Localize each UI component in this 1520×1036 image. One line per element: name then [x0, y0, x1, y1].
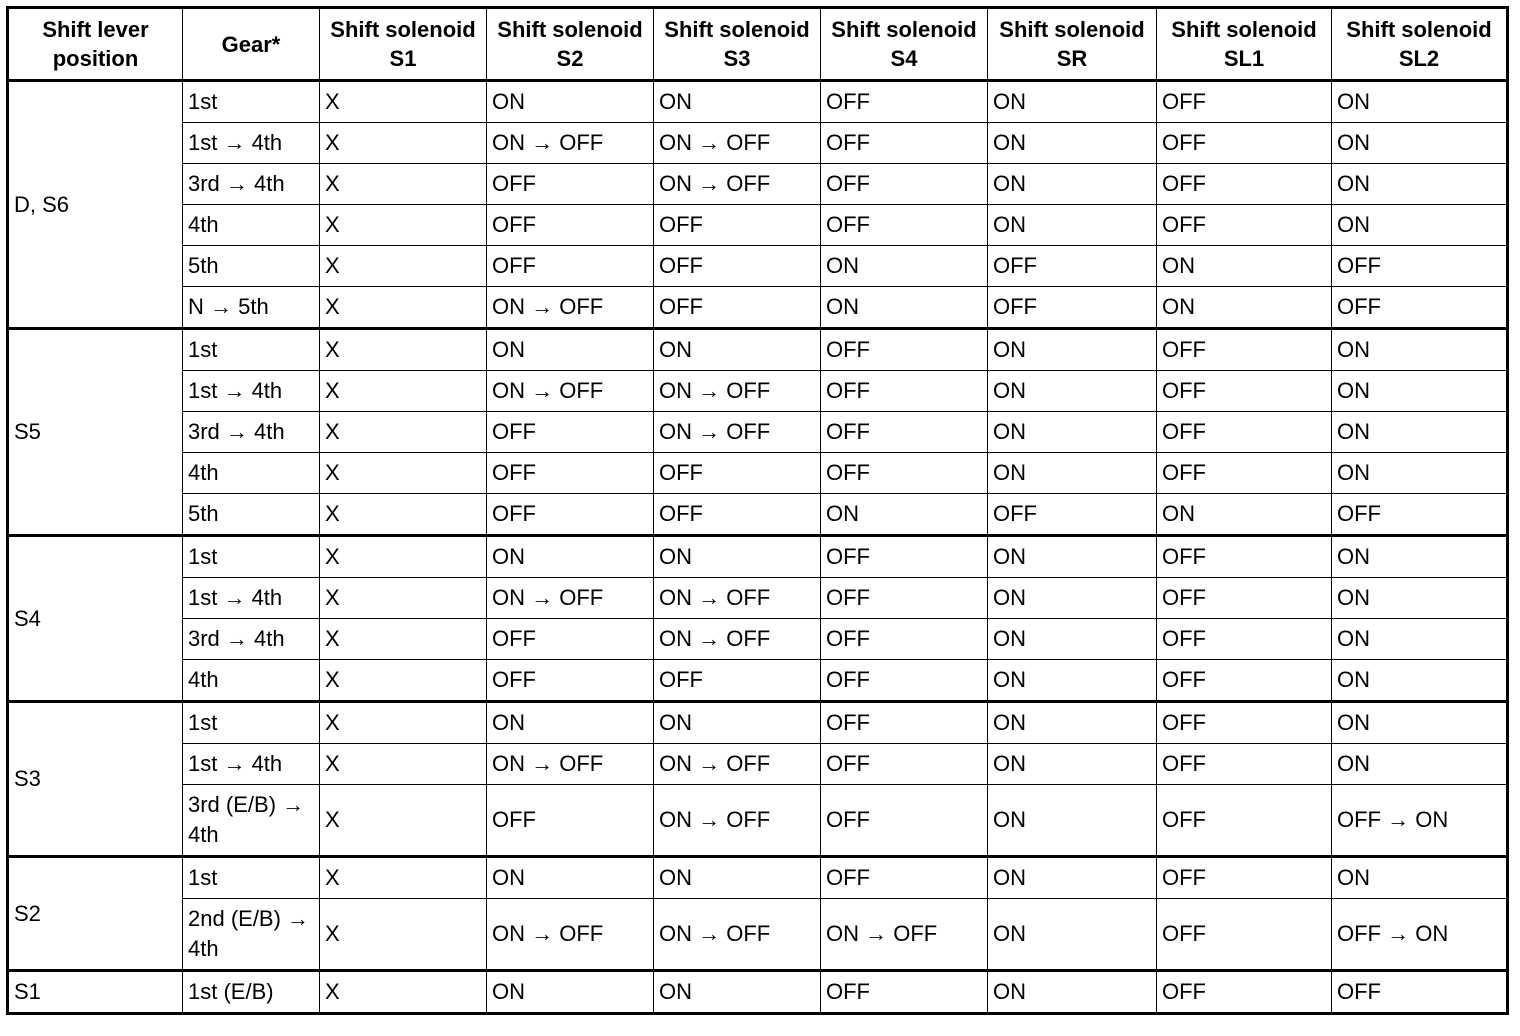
solenoid-sl2-cell: ON: [1332, 536, 1508, 578]
solenoid-sl1-cell: OFF: [1157, 123, 1332, 164]
solenoid-sr-cell: ON: [988, 412, 1157, 453]
solenoid-sl1-cell: OFF: [1157, 702, 1332, 744]
solenoid-sr-cell: ON: [988, 857, 1157, 899]
gear-cell: 1st → 4th: [183, 123, 320, 164]
solenoid-s1-cell: X: [320, 123, 487, 164]
header-shift-lever-position: Shift lever position: [8, 8, 183, 81]
header-solenoid-s4: Shift solenoid S4: [821, 8, 988, 81]
table-row: [8, 971, 1508, 1014]
solenoid-sr-cell: ON: [988, 329, 1157, 371]
gear-cell: 1st → 4th: [183, 578, 320, 619]
solenoid-s3-cell: ON: [654, 971, 821, 1014]
gear-cell: 1st → 4th: [183, 371, 320, 412]
solenoid-s3-cell: ON: [654, 329, 821, 371]
header-solenoid-sr: Shift solenoid SR: [988, 8, 1157, 81]
table-row: [8, 371, 1508, 412]
table-row: [8, 453, 1508, 494]
solenoid-s3-cell: ON → OFF: [654, 744, 821, 785]
solenoid-s4-cell: OFF: [821, 81, 988, 123]
solenoid-sl2-cell: OFF: [1332, 494, 1508, 536]
solenoid-s4-cell: OFF: [821, 744, 988, 785]
shift-lever-position-cell: S3: [8, 702, 183, 857]
gear-cell: 1st: [183, 329, 320, 371]
table-row: [8, 578, 1508, 619]
solenoid-s2-cell: ON: [487, 702, 654, 744]
solenoid-s2-cell: ON → OFF: [487, 123, 654, 164]
solenoid-s2-cell: ON: [487, 857, 654, 899]
solenoid-s2-cell: ON: [487, 329, 654, 371]
solenoid-sl1-cell: OFF: [1157, 81, 1332, 123]
solenoid-sl1-cell: OFF: [1157, 453, 1332, 494]
solenoid-sr-cell: ON: [988, 453, 1157, 494]
solenoid-sl2-cell: ON: [1332, 660, 1508, 702]
solenoid-s4-cell: OFF: [821, 578, 988, 619]
solenoid-sr-cell: ON: [988, 899, 1157, 971]
solenoid-s4-cell: OFF: [821, 453, 988, 494]
solenoid-s4-cell: ON → OFF: [821, 899, 988, 971]
header-row: [8, 8, 1508, 81]
table-row: [8, 123, 1508, 164]
table-row: [8, 785, 1508, 857]
solenoid-s2-cell: OFF: [487, 205, 654, 246]
solenoid-sl1-cell: OFF: [1157, 371, 1332, 412]
solenoid-s3-cell: OFF: [654, 453, 821, 494]
solenoid-s1-cell: X: [320, 702, 487, 744]
solenoid-sr-cell: ON: [988, 81, 1157, 123]
solenoid-s4-cell: OFF: [821, 123, 988, 164]
solenoid-s3-cell: ON: [654, 702, 821, 744]
solenoid-sl2-cell: OFF: [1332, 246, 1508, 287]
solenoid-sl2-cell: ON: [1332, 164, 1508, 205]
solenoid-s3-cell: ON: [654, 536, 821, 578]
solenoid-s2-cell: OFF: [487, 785, 654, 857]
solenoid-sl2-cell: ON: [1332, 702, 1508, 744]
solenoid-sl1-cell: OFF: [1157, 412, 1332, 453]
solenoid-s2-cell: ON → OFF: [487, 287, 654, 329]
gear-cell: 4th: [183, 205, 320, 246]
solenoid-sl1-cell: OFF: [1157, 971, 1332, 1014]
header-solenoid-sl2: Shift solenoid SL2: [1332, 8, 1508, 81]
shift-lever-position-cell: D, S6: [8, 81, 183, 329]
solenoid-s2-cell: ON → OFF: [487, 578, 654, 619]
solenoid-s4-cell: OFF: [821, 660, 988, 702]
solenoid-s2-cell: ON → OFF: [487, 899, 654, 971]
solenoid-sl2-cell: ON: [1332, 453, 1508, 494]
gear-cell: 5th: [183, 246, 320, 287]
solenoid-s4-cell: OFF: [821, 785, 988, 857]
gear-cell: 3rd → 4th: [183, 164, 320, 205]
solenoid-sl2-cell: ON: [1332, 329, 1508, 371]
solenoid-sr-cell: OFF: [988, 494, 1157, 536]
solenoid-s3-cell: ON → OFF: [654, 619, 821, 660]
solenoid-s2-cell: OFF: [487, 494, 654, 536]
solenoid-s1-cell: X: [320, 205, 487, 246]
solenoid-s1-cell: X: [320, 536, 487, 578]
solenoid-operation-table: [6, 6, 1509, 1015]
solenoid-s2-cell: ON: [487, 971, 654, 1014]
header-solenoid-sl1: Shift solenoid SL1: [1157, 8, 1332, 81]
gear-cell: 4th: [183, 453, 320, 494]
table-row: [8, 744, 1508, 785]
solenoid-sr-cell: ON: [988, 660, 1157, 702]
solenoid-sl2-cell: ON: [1332, 857, 1508, 899]
solenoid-s1-cell: X: [320, 412, 487, 453]
solenoid-sl2-cell: ON: [1332, 744, 1508, 785]
gear-cell: 3rd (E/B) → 4th: [183, 785, 320, 857]
solenoid-s1-cell: X: [320, 744, 487, 785]
solenoid-s2-cell: ON: [487, 536, 654, 578]
solenoid-s1-cell: X: [320, 246, 487, 287]
solenoid-s3-cell: ON → OFF: [654, 123, 821, 164]
table-row: [8, 619, 1508, 660]
solenoid-s3-cell: ON → OFF: [654, 371, 821, 412]
solenoid-sl1-cell: ON: [1157, 246, 1332, 287]
solenoid-sl1-cell: OFF: [1157, 660, 1332, 702]
solenoid-sl2-cell: ON: [1332, 412, 1508, 453]
solenoid-s4-cell: OFF: [821, 205, 988, 246]
table-row: [8, 164, 1508, 205]
shift-lever-position-cell: S2: [8, 857, 183, 971]
solenoid-s4-cell: OFF: [821, 857, 988, 899]
solenoid-sl1-cell: OFF: [1157, 619, 1332, 660]
solenoid-sr-cell: ON: [988, 619, 1157, 660]
solenoid-sl1-cell: OFF: [1157, 785, 1332, 857]
solenoid-sl1-cell: OFF: [1157, 536, 1332, 578]
solenoid-s2-cell: OFF: [487, 619, 654, 660]
gear-cell: N → 5th: [183, 287, 320, 329]
solenoid-s1-cell: X: [320, 287, 487, 329]
solenoid-sl1-cell: OFF: [1157, 744, 1332, 785]
solenoid-sl2-cell: ON: [1332, 578, 1508, 619]
header-solenoid-s1: Shift solenoid S1: [320, 8, 487, 81]
shift-lever-position-cell: S1: [8, 971, 183, 1014]
solenoid-s3-cell: ON: [654, 81, 821, 123]
solenoid-s4-cell: ON: [821, 246, 988, 287]
gear-cell: 5th: [183, 494, 320, 536]
gear-cell: 1st (E/B): [183, 971, 320, 1014]
solenoid-s4-cell: ON: [821, 494, 988, 536]
solenoid-s3-cell: ON: [654, 857, 821, 899]
gear-cell: 2nd (E/B) → 4th: [183, 899, 320, 971]
solenoid-sl2-cell: OFF: [1332, 287, 1508, 329]
gear-cell: 1st: [183, 81, 320, 123]
gear-cell: 1st → 4th: [183, 744, 320, 785]
solenoid-s1-cell: X: [320, 899, 487, 971]
solenoid-s1-cell: X: [320, 971, 487, 1014]
table-row: [8, 287, 1508, 329]
solenoid-s2-cell: ON → OFF: [487, 371, 654, 412]
table-row: [8, 857, 1508, 899]
solenoid-s3-cell: ON → OFF: [654, 899, 821, 971]
solenoid-sl1-cell: OFF: [1157, 578, 1332, 619]
solenoid-s3-cell: ON → OFF: [654, 164, 821, 205]
solenoid-s3-cell: OFF: [654, 494, 821, 536]
gear-cell: 4th: [183, 660, 320, 702]
header-gear: Gear*: [183, 8, 320, 81]
solenoid-s2-cell: ON → OFF: [487, 744, 654, 785]
solenoid-sl1-cell: OFF: [1157, 329, 1332, 371]
solenoid-sr-cell: ON: [988, 785, 1157, 857]
shift-lever-position-cell: S4: [8, 536, 183, 702]
table-row: [8, 205, 1508, 246]
solenoid-sr-cell: ON: [988, 123, 1157, 164]
gear-cell: 1st: [183, 702, 320, 744]
solenoid-s2-cell: OFF: [487, 660, 654, 702]
solenoid-sr-cell: OFF: [988, 287, 1157, 329]
solenoid-s4-cell: OFF: [821, 702, 988, 744]
solenoid-s3-cell: ON → OFF: [654, 412, 821, 453]
header-solenoid-s2: Shift solenoid S2: [487, 8, 654, 81]
shift-lever-position-cell: S5: [8, 329, 183, 536]
gear-cell: 3rd → 4th: [183, 619, 320, 660]
gear-cell: 3rd → 4th: [183, 412, 320, 453]
solenoid-s1-cell: X: [320, 857, 487, 899]
solenoid-sr-cell: ON: [988, 205, 1157, 246]
solenoid-s1-cell: X: [320, 81, 487, 123]
solenoid-sl2-cell: ON: [1332, 371, 1508, 412]
solenoid-s2-cell: ON: [487, 81, 654, 123]
solenoid-s4-cell: OFF: [821, 619, 988, 660]
solenoid-sl1-cell: ON: [1157, 494, 1332, 536]
solenoid-sr-cell: ON: [988, 164, 1157, 205]
table-row: [8, 702, 1508, 744]
table-body: [8, 81, 1508, 1014]
solenoid-sr-cell: OFF: [988, 246, 1157, 287]
solenoid-s4-cell: OFF: [821, 536, 988, 578]
solenoid-sl2-cell: ON: [1332, 81, 1508, 123]
solenoid-sl2-cell: OFF → ON: [1332, 899, 1508, 971]
solenoid-sl2-cell: ON: [1332, 619, 1508, 660]
table-row: [8, 329, 1508, 371]
solenoid-s1-cell: X: [320, 164, 487, 205]
solenoid-s1-cell: X: [320, 785, 487, 857]
solenoid-sl1-cell: OFF: [1157, 857, 1332, 899]
solenoid-s2-cell: OFF: [487, 164, 654, 205]
solenoid-sl2-cell: OFF: [1332, 971, 1508, 1014]
solenoid-s4-cell: OFF: [821, 329, 988, 371]
solenoid-sl2-cell: OFF → ON: [1332, 785, 1508, 857]
solenoid-s3-cell: ON → OFF: [654, 785, 821, 857]
solenoid-sr-cell: ON: [988, 702, 1157, 744]
solenoid-sr-cell: ON: [988, 371, 1157, 412]
solenoid-s4-cell: OFF: [821, 371, 988, 412]
solenoid-sr-cell: ON: [988, 971, 1157, 1014]
solenoid-s1-cell: X: [320, 660, 487, 702]
solenoid-sl1-cell: OFF: [1157, 205, 1332, 246]
table-row: [8, 536, 1508, 578]
solenoid-s2-cell: OFF: [487, 246, 654, 287]
table-row: [8, 246, 1508, 287]
table-row: [8, 899, 1508, 971]
solenoid-sr-cell: ON: [988, 578, 1157, 619]
solenoid-sl1-cell: ON: [1157, 287, 1332, 329]
solenoid-s4-cell: ON: [821, 287, 988, 329]
table-row: [8, 81, 1508, 123]
solenoid-sl1-cell: OFF: [1157, 164, 1332, 205]
solenoid-s4-cell: OFF: [821, 164, 988, 205]
gear-cell: 1st: [183, 857, 320, 899]
solenoid-s1-cell: X: [320, 453, 487, 494]
solenoid-s3-cell: OFF: [654, 287, 821, 329]
solenoid-s1-cell: X: [320, 494, 487, 536]
header-solenoid-s3: Shift solenoid S3: [654, 8, 821, 81]
solenoid-s1-cell: X: [320, 329, 487, 371]
solenoid-s3-cell: OFF: [654, 660, 821, 702]
table-row: [8, 660, 1508, 702]
solenoid-sr-cell: ON: [988, 744, 1157, 785]
table-row: [8, 412, 1508, 453]
solenoid-sl2-cell: ON: [1332, 205, 1508, 246]
gear-cell: 1st: [183, 536, 320, 578]
solenoid-s3-cell: ON → OFF: [654, 578, 821, 619]
solenoid-sl1-cell: OFF: [1157, 899, 1332, 971]
solenoid-s3-cell: OFF: [654, 205, 821, 246]
solenoid-s1-cell: X: [320, 371, 487, 412]
solenoid-s2-cell: OFF: [487, 412, 654, 453]
solenoid-s2-cell: OFF: [487, 453, 654, 494]
solenoid-s1-cell: X: [320, 578, 487, 619]
solenoid-s1-cell: X: [320, 619, 487, 660]
solenoid-sl2-cell: ON: [1332, 123, 1508, 164]
table-row: [8, 494, 1508, 536]
solenoid-s3-cell: OFF: [654, 246, 821, 287]
solenoid-s4-cell: OFF: [821, 971, 988, 1014]
solenoid-s4-cell: OFF: [821, 412, 988, 453]
solenoid-sr-cell: ON: [988, 536, 1157, 578]
